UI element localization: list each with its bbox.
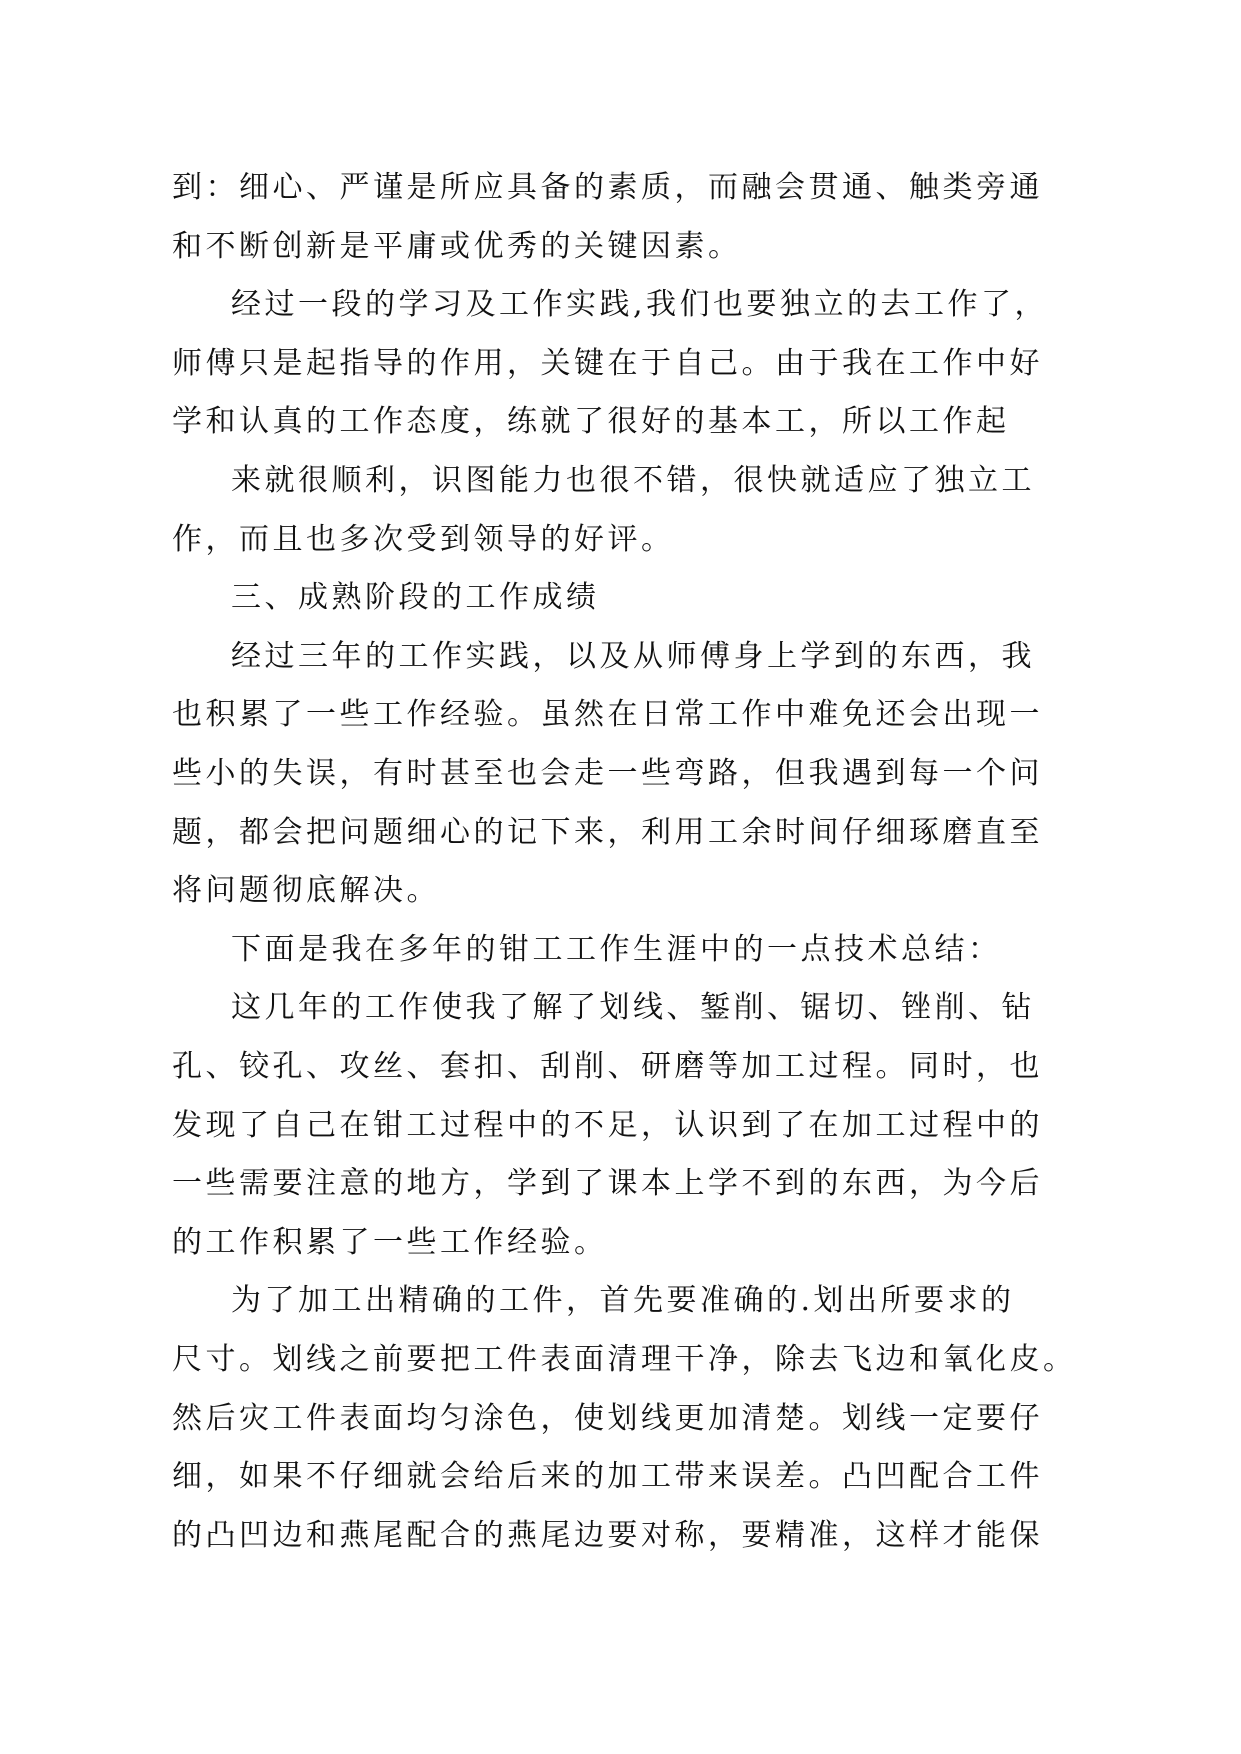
text-line: 尺寸。划线之前要把工件表面清理干净，除去飞边和氧化皮。 (172, 1342, 1077, 1377)
text-line: 和不断创新是平庸或优秀的关键因素。 (172, 228, 742, 264)
text-line: 些小的失误，有时甚至也会走一些弯路，但我遇到每一个问 (172, 756, 1043, 791)
text-line: 一些需要注意的地方，学到了课本上学不到的东西，为今后 (172, 1166, 1043, 1202)
text-line: 的凸凹边和燕尾配合的燕尾边要对称，要精准，这样才能保 (172, 1517, 1043, 1553)
text-line: 发现了自己在钳工过程中的不足，认识到了在加工过程中的 (172, 1107, 1043, 1143)
text-line: 将问题彻底解决。 (172, 873, 440, 909)
text-line: 孔、铰孔、攻丝、套扣、刮削、研磨等加工过程。同时，也 (172, 1049, 1043, 1084)
text-line: 师傅只是起指导的作用，关键在于自己。由于我在工作中好 (172, 345, 1043, 381)
text-line: 这几年的工作使我了解了划线、錾削、锯切、锉削、钻 (231, 990, 1035, 1026)
text-line: 题，都会把问题细心的记下来，利用工余时间仔细琢磨直至 (172, 814, 1043, 850)
text-line: 为了加工出精确的工件，首先要准确的.划出所要求的 (231, 1283, 1015, 1319)
text-line: 的工作积累了一些工作经验。 (172, 1224, 608, 1260)
text-line: 经过三年的工作实践，以及从师傅身上学到的东西，我 (231, 638, 1035, 674)
text-line: 来就很顺利，识图能力也很不错，很快就适应了独立工 (231, 463, 1035, 498)
text-line: 学和认真的工作态度，练就了很好的基本工，所以工作起 (172, 404, 1010, 440)
text-line: 经过一段的学习及工作实践,我们也要独立的去工作了， (231, 287, 1049, 323)
text-line: 三、成熟阶段的工作成绩 (231, 580, 600, 616)
text-line: 作，而且也多次受到领导的好评。 (172, 521, 675, 557)
text-line: 也积累了一些工作经验。虽然在日常工作中难免还会出现一 (172, 697, 1043, 733)
text-line: 然后灾工件表面均匀涂色，使划线更加清楚。划线一定要仔 (172, 1400, 1043, 1436)
text-line: 下面是我在多年的钳工工作生涯中的一点技术总结： (231, 931, 1002, 967)
text-line: 到：细心、严谨是所应具备的素质，而融会贯通、触类旁通 (172, 170, 1043, 205)
text-line: 细，如果不仔细就会给后来的加工带来误差。凸凹配合工件 (172, 1459, 1043, 1495)
